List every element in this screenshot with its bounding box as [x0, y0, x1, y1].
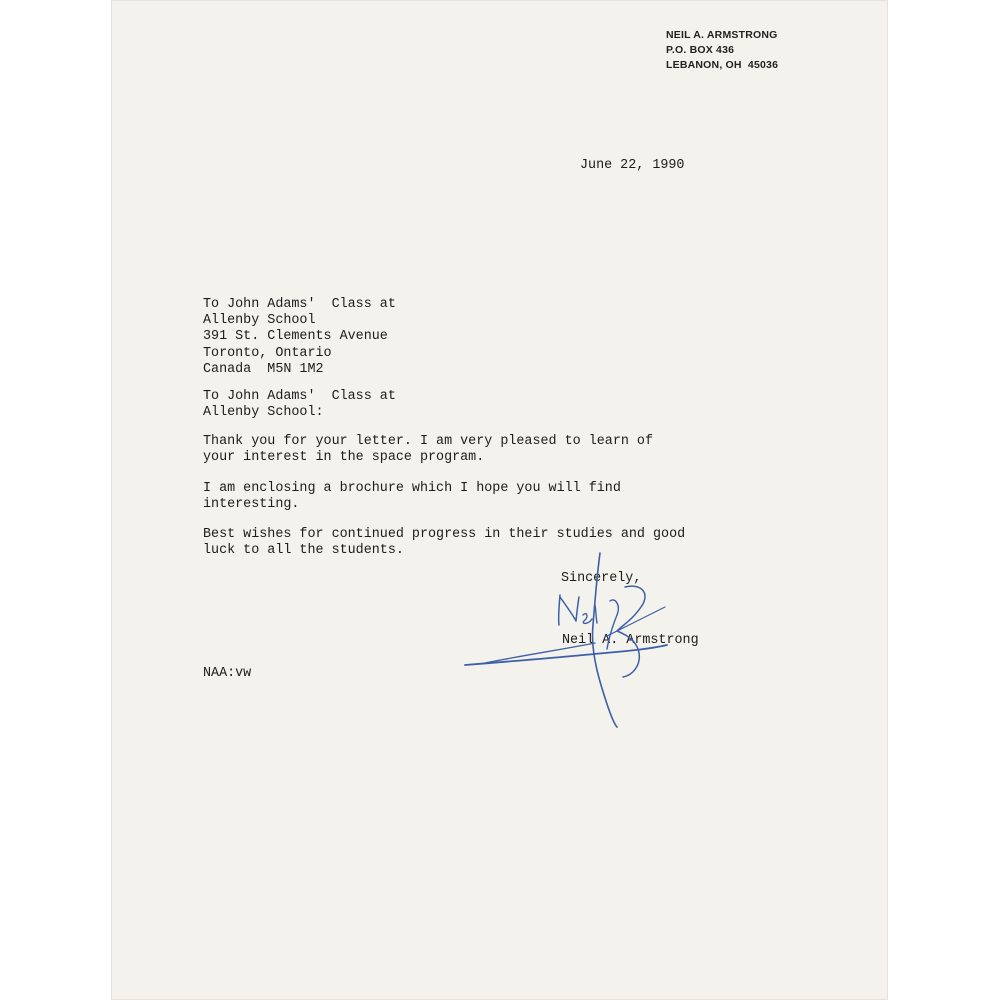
- paragraph-line: interesting.: [203, 497, 300, 513]
- paragraph-line: your interest in the space program.: [203, 450, 485, 466]
- address-line: Toronto, Ontario: [203, 345, 332, 361]
- signer-name: Neil A. Armstrong: [562, 633, 699, 648]
- address-line: Allenby School: [203, 313, 316, 329]
- paragraph-brochure: [203, 481, 621, 513]
- address-line: To John Adams' Class at: [203, 297, 396, 312]
- paragraph-line: I am enclosing a brochure which I hope you will find: [203, 481, 621, 496]
- closing: Sincerely,: [561, 571, 642, 586]
- salutation-line: Allenby School:: [203, 405, 324, 421]
- handwritten-signature: [455, 545, 685, 730]
- letterhead-po-box: P.O. BOX 436: [666, 44, 735, 56]
- salutation: [203, 389, 396, 421]
- paragraph-thanks: [203, 434, 653, 466]
- letterhead: [666, 28, 778, 73]
- paragraph-line: Thank you for your letter. I am very pleased to learn of: [203, 434, 653, 449]
- paragraph-line: Best wishes for continued progress in their studies and good: [203, 527, 686, 542]
- letter-date: June 22, 1990: [580, 158, 685, 173]
- letterhead-city: LEBANON, OH 45036: [666, 59, 779, 71]
- letterhead-name: NEIL A. ARMSTRONG: [666, 29, 778, 41]
- address-line: Canada M5N 1M2: [203, 361, 324, 377]
- typist-initials: NAA:vw: [203, 666, 252, 681]
- paragraph-line: luck to all the students.: [203, 543, 404, 559]
- salutation-line: To John Adams' Class at: [203, 389, 396, 404]
- recipient-address: [203, 297, 396, 378]
- address-line: 391 St. Clements Avenue: [203, 329, 388, 345]
- signature-strokes: [465, 553, 667, 727]
